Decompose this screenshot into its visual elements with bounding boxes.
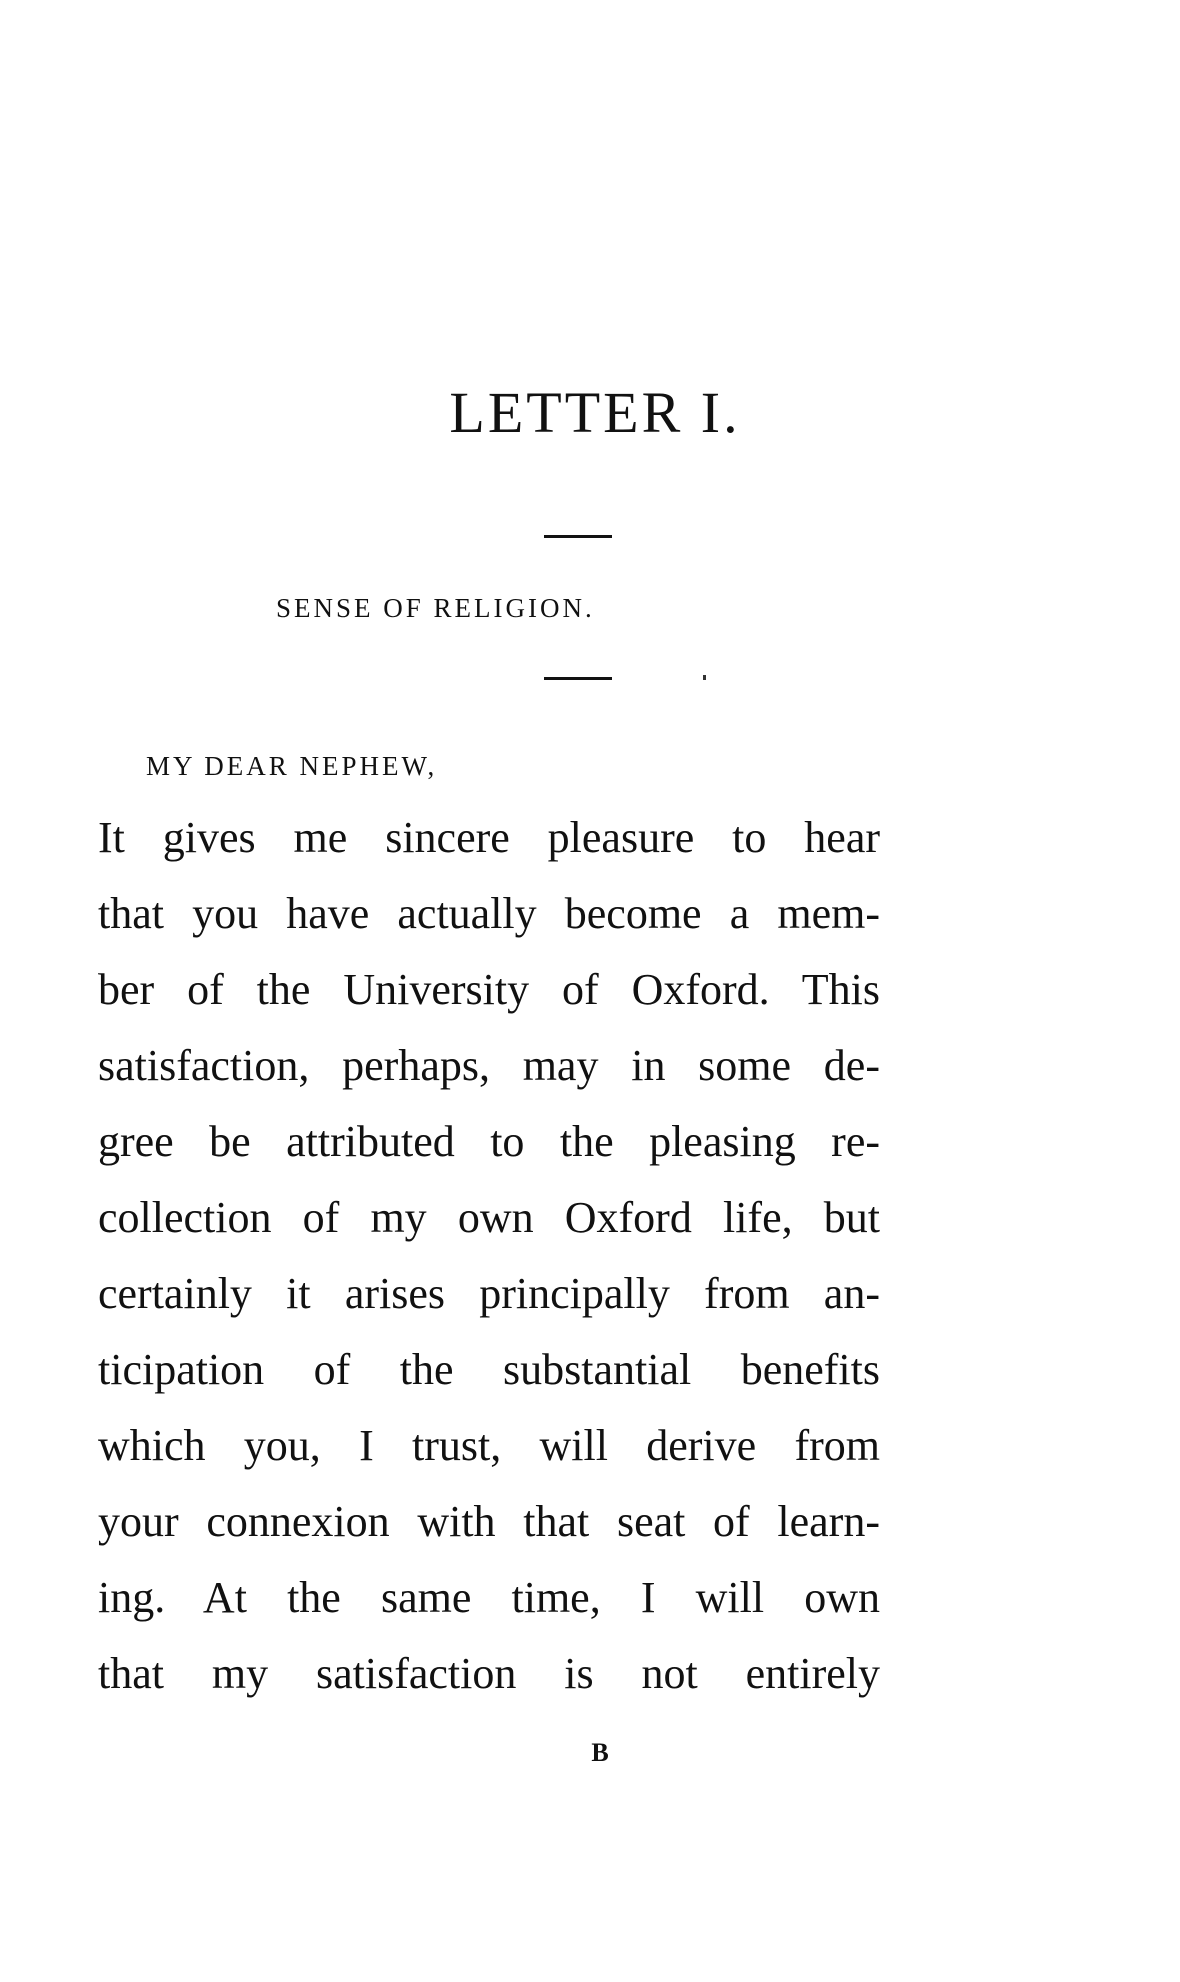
body-line: that you have actually become a mem- [98, 889, 880, 938]
body-line: collection of my own Oxford life, but [98, 1193, 880, 1242]
body-line: gree be attributed to the pleasing re- [98, 1117, 880, 1166]
body-line: satisfaction, perhaps, may in some de- [98, 1041, 880, 1090]
salutation: MY DEAR NEPHEW, [146, 751, 438, 781]
body-line: ber of the University of Oxford. This [98, 965, 880, 1014]
body-line: which you, I trust, will derive from [98, 1421, 880, 1470]
heading-rule-bottom [544, 677, 612, 680]
body-line: that my satisfaction is not entirely [98, 1649, 880, 1698]
body-line: certainly it arises principally from an- [98, 1269, 880, 1318]
letter-heading: LETTER I. [449, 380, 741, 445]
body-line: ing. At the same time, I will own [98, 1573, 880, 1622]
heading-rule-top [544, 535, 612, 538]
body-paragraph [98, 800, 880, 1712]
body-line: ticipation of the substantial benefits [98, 1345, 880, 1394]
body-line: your connexion with that seat of learn- [98, 1497, 880, 1546]
body-line: It gives me sincere pleasure to hear [98, 813, 880, 862]
signature-mark: B [591, 1738, 609, 1767]
letter-subheading: SENSE OF RELIGION. [276, 593, 595, 623]
print-speck [703, 675, 706, 680]
